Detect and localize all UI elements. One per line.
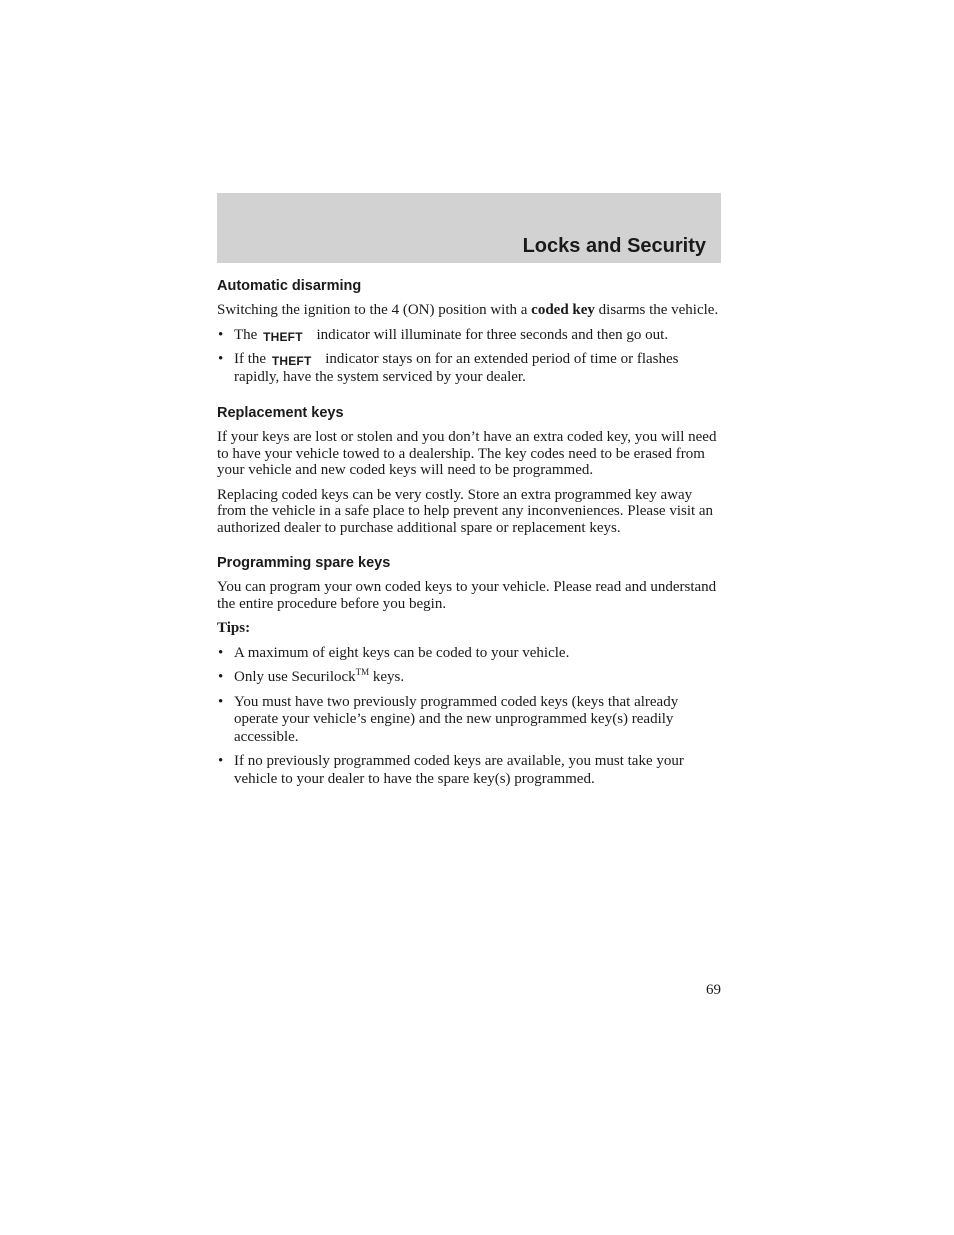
section-heading: Automatic disarming (217, 278, 362, 294)
bullet-icon: • (218, 326, 224, 343)
text-run: If the (234, 351, 267, 367)
tips-label: Tips: (217, 620, 251, 636)
paragraph: If your keys are lost or stolen and you don’t have an extra coded key, you will need to have your vehicle towed to a dealership. The key codes need to be erased from your vehicle and new coded keys will need to be programmed. (217, 429, 717, 478)
section-heading: Replacement keys (217, 405, 344, 421)
list-item (217, 753, 721, 788)
trademark-icon: TM (355, 667, 370, 677)
list-item (217, 327, 721, 345)
chapter-header-band (217, 193, 721, 263)
text-run: Only use Securilock (234, 669, 356, 685)
bullet-list (217, 327, 721, 387)
tips-list (217, 645, 721, 789)
text-run: The (234, 326, 258, 343)
text-run: keys. (369, 669, 405, 685)
paragraph: You can program your own coded keys to your vehicle. Please read and understand the entire procedure before you begin. (217, 579, 717, 612)
bullet-icon: • (218, 351, 224, 367)
theft-indicator-icon: THEFT (263, 329, 303, 344)
emphasis-coded-key: coded key (531, 302, 595, 318)
text-run: If no previously programmed coded keys are available, you must take your vehicle to your dealer to have the spare key(s) programmed. (234, 753, 684, 787)
paragraph: Replacing coded keys can be very costly. Store an extra programmed key away from the vehicle in a safe place to help prevent any inconveniences. Please visit an authorized dealer to purchase additional spare or replacement keys. (217, 486, 714, 536)
list-item (217, 645, 721, 663)
text-run: disarms the vehicle. (594, 302, 719, 318)
bullet-icon: • (218, 693, 224, 710)
bullet-icon: • (218, 669, 224, 685)
list-item (217, 694, 721, 747)
page-number: 69 (706, 982, 721, 998)
text-run: You must have two previously programmed coded keys (keys that already operate your vehicle’s engine) and the new unprogrammed key(s) readily accessible. (234, 693, 679, 745)
section-programming-spare-keys (217, 553, 721, 788)
list-item (217, 351, 721, 386)
theft-indicator-icon: THEFT (271, 354, 312, 368)
chapter-title: Locks and Security (522, 235, 706, 257)
section-automatic-disarming (217, 276, 721, 386)
bullet-icon: • (218, 753, 224, 769)
text-run: A maximum of eight keys can be coded to your vehicle. (234, 644, 570, 661)
bullet-icon: • (218, 644, 224, 661)
page-content (217, 276, 721, 805)
section-heading: Programming spare keys (217, 555, 391, 571)
list-item (217, 669, 721, 687)
paragraph (217, 302, 721, 319)
text-run: indicator will illuminate for three seconds and then go out. (316, 326, 669, 343)
section-replacement-keys (217, 403, 721, 536)
text-run: indicator stays on for an extended period of time or flashes rapidly, have the system serviced by your dealer. (234, 351, 679, 385)
text-run: Switching the ignition to the 4 (ON) position with a (217, 302, 532, 318)
